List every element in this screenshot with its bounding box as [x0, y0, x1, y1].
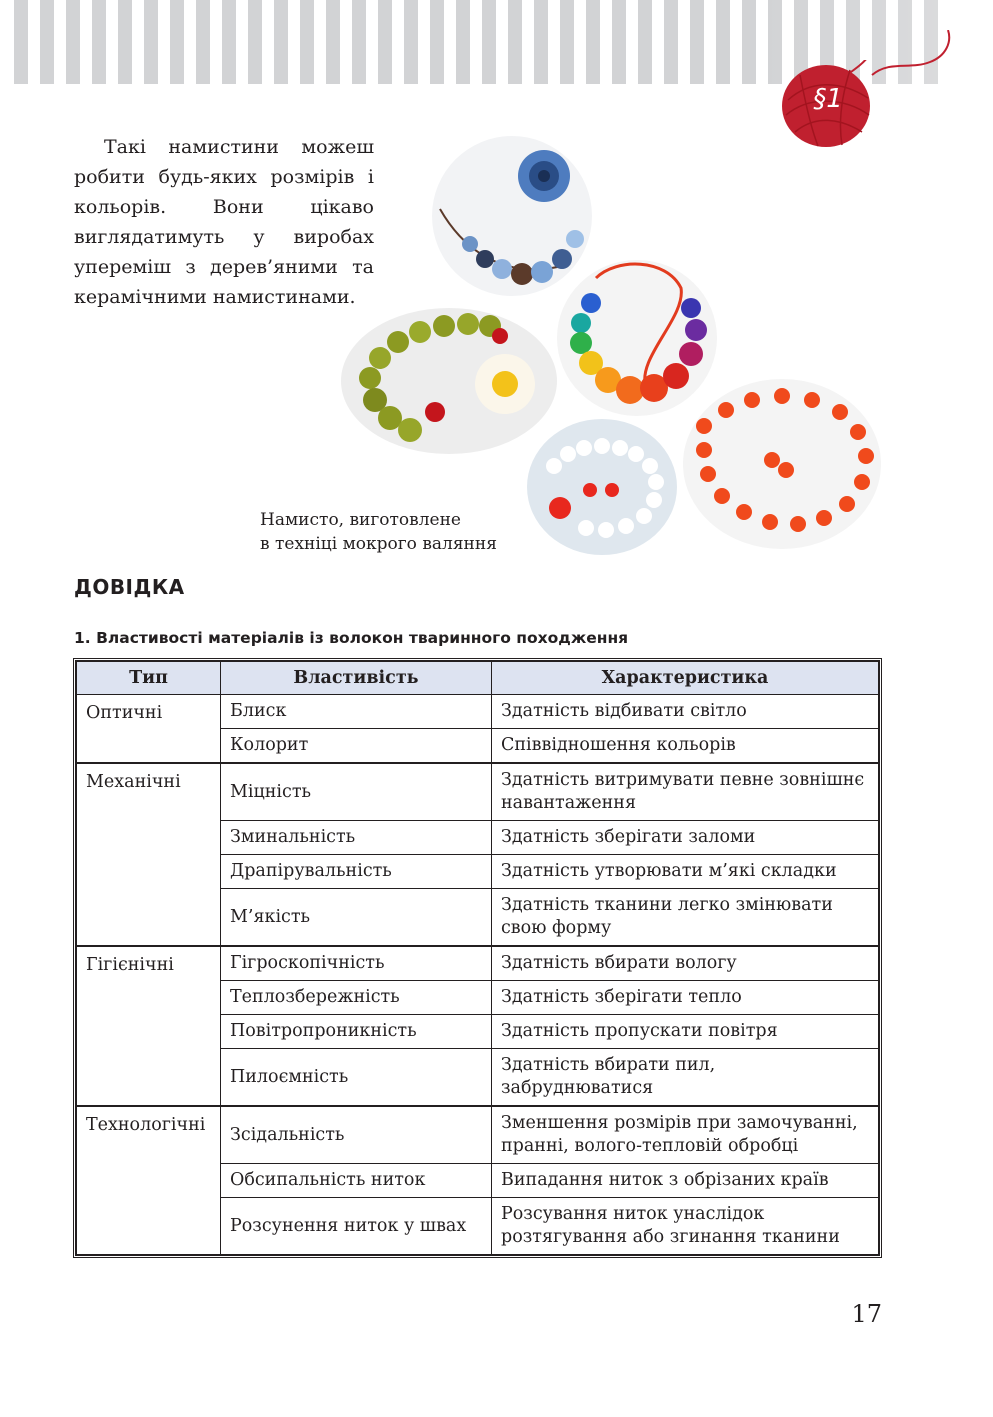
property-cell: М’якість [221, 889, 492, 947]
characteristic-cell: Здатність тканини легко змінювати свою форму [492, 889, 879, 947]
table-body [77, 695, 879, 1255]
table-header-row [77, 662, 879, 695]
necklace-photo-white [526, 418, 678, 556]
property-cell: Драпірувальність [221, 855, 492, 889]
property-cell: Пилоємність [221, 1049, 492, 1107]
type-cell: Оптичні [77, 695, 221, 764]
necklace-photo-orange [682, 378, 882, 550]
table-title: 1. Властивості матеріалів із волокон тваринного походження [74, 629, 629, 647]
type-cell: Технологічні [77, 1106, 221, 1255]
characteristic-cell: Здатність вбирати пил, забруднюватися [492, 1049, 879, 1107]
type-cell: Гігієнічні [77, 946, 221, 1106]
property-cell: Теплозбережність [221, 981, 492, 1015]
characteristic-cell: Здатність зберігати заломи [492, 821, 879, 855]
property-cell: Розсунення ниток у швах [221, 1198, 492, 1255]
caption-line-2: в техніці мокрого валяння [260, 534, 497, 554]
characteristic-cell: Здатність вбирати вологу [492, 946, 879, 981]
property-cell: Обсипальність ниток [221, 1164, 492, 1198]
intro-paragraph: Такі намистини можеш робити будь-яких розмірів і кольорів. Вони цікаво виглядатимуть у виробах упереміш з дерев’яними та керамічними намистинами. [74, 136, 374, 308]
column-header-characteristic: Характеристика [492, 662, 879, 695]
table-row [77, 763, 879, 821]
properties-table [73, 658, 882, 1258]
property-cell: Повітропроникність [221, 1015, 492, 1049]
property-cell: Гігроскопічність [221, 946, 492, 981]
table-row [77, 695, 879, 729]
property-cell: Зминальність [221, 821, 492, 855]
characteristic-cell: Здатність відбивати світло [492, 695, 879, 729]
type-cell: Механічні [77, 763, 221, 946]
caption-line-1: Намисто, виготовлене [260, 510, 461, 530]
figure-caption [260, 508, 530, 556]
section-heading: ДОВІДКА [74, 575, 185, 599]
characteristic-cell: Розсування ниток унаслідок розтягування або згинання тканини [492, 1198, 879, 1255]
characteristic-cell: Співвідношення кольорів [492, 729, 879, 764]
property-cell: Міцність [221, 763, 492, 821]
table-row [77, 946, 879, 981]
characteristic-cell: Зменшення розмірів при замочуванні, пранні, волого-тепловій обробці [492, 1106, 879, 1164]
property-cell: Блиск [221, 695, 492, 729]
characteristic-cell: Здатність утворювати м’які складки [492, 855, 879, 889]
characteristic-cell: Здатність зберігати тепло [492, 981, 879, 1015]
characteristic-cell: Здатність пропускати повітря [492, 1015, 879, 1049]
section-mark: §1 [813, 84, 843, 114]
yarn-thread-icon [870, 30, 954, 90]
characteristic-cell: Здатність витримувати певне зовнішнє навантаження [492, 763, 879, 821]
page-number: 17 [851, 1300, 882, 1328]
column-header-property: Властивість [221, 662, 492, 695]
column-header-type: Тип [77, 662, 221, 695]
property-cell: Колорит [221, 729, 492, 764]
property-cell: Зсідальність [221, 1106, 492, 1164]
table-row [77, 1106, 879, 1164]
characteristic-cell: Випадання ниток з обрізаних країв [492, 1164, 879, 1198]
